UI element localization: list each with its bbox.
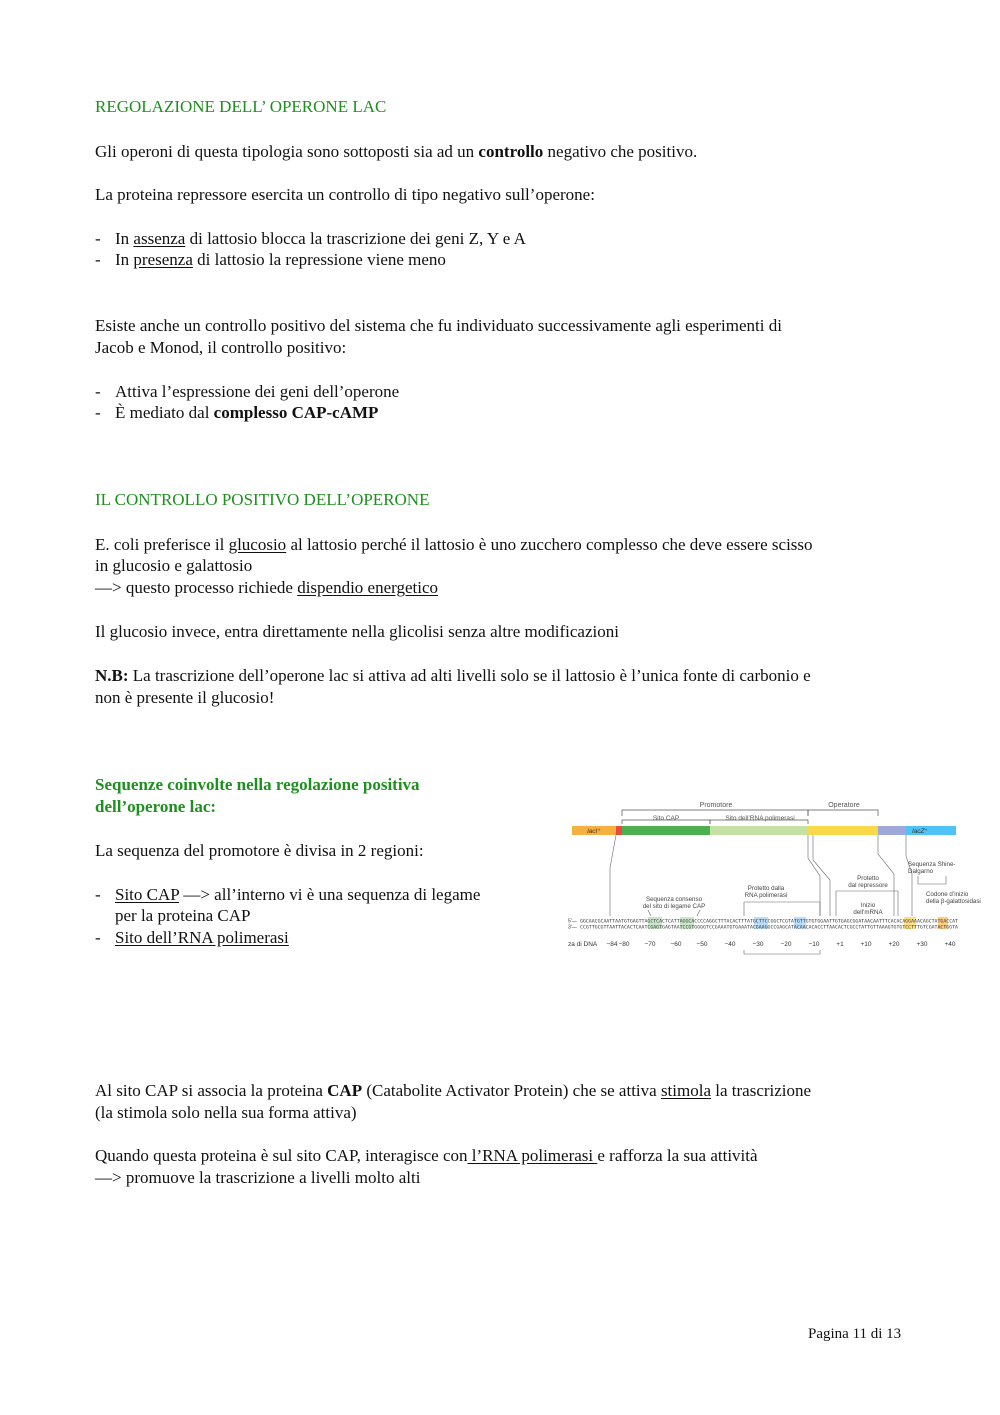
inizio-label-2: dell’mRNA [853, 909, 883, 916]
list-item [95, 249, 446, 271]
list-item [95, 927, 289, 949]
text: La trascrizione dell’operone lac si attiva ad alti livelli solo se il lattosio è l’unica fonte di carbonio e [128, 666, 811, 685]
cap-site-segment [622, 826, 710, 835]
paragraph-line: in glucosio e galattosio [95, 556, 253, 575]
position-tick-label: +10 [860, 941, 872, 948]
bullet-dash: - [95, 382, 101, 401]
paragraph-line: (la stimola solo nella sua forma attiva) [95, 1103, 357, 1122]
position-tick-label: +30 [916, 941, 928, 948]
page-number: Pagina 11 di 13 [808, 1326, 902, 1342]
bullet-dash: - [95, 250, 101, 269]
paragraph: La proteina repressore esercita un controllo di tipo negativo sull’operone: [95, 185, 595, 204]
consenso-pointers [648, 910, 700, 916]
position-tick-label: −10 [808, 941, 820, 948]
text: di lattosio la repressione viene meno [192, 250, 446, 269]
spacer-segment [878, 826, 906, 835]
text: la trascrizione [711, 1081, 812, 1100]
text: In [115, 229, 134, 248]
note-line: non è presente il glucosio! [95, 688, 275, 707]
promotore-label: Promotore [699, 802, 733, 809]
axis-label: za di DNA [568, 941, 598, 948]
sequence-bottom-strand: CCGTTGCGTTAATTACACTCAATCGAGTGAGTAATCCGTGGGGTCCGAAATGTGAAATACGAAGGCCGAGCATACAACACACCTTAACACTCGCCTATTGTTAAAGTGTGTCCTTTGTCGATACTGGTA [580, 925, 937, 931]
bullet-dash: - [95, 885, 101, 904]
position-tick-label: −40 [724, 941, 736, 948]
strand-5-label: 5'— [568, 918, 577, 925]
paragraph [95, 141, 697, 163]
protetto-rep-label-2: dal repressore [848, 882, 888, 889]
paragraph-line [95, 1145, 758, 1167]
position-tick-label: −20 [780, 941, 792, 948]
list-item [95, 381, 399, 403]
shine-label-1: Sequenza Shine- [908, 861, 956, 868]
position-tick-label: +40 [944, 941, 956, 948]
protetto-rep-label-1: Protetto [857, 875, 879, 882]
list-item [95, 402, 378, 424]
list-item-continuation: per la proteina CAP [115, 906, 251, 925]
list-item [95, 884, 480, 906]
text: In [115, 250, 134, 269]
text: Quando questa proteina è sul sito CAP, interagisce con [95, 1146, 468, 1165]
codone-label-1: Codone d’inizio [926, 891, 969, 898]
lacZ-label: lacZ⁺ [912, 828, 928, 835]
consenso-label-1: Sequenza consenso [645, 896, 703, 903]
bullet-dash: - [95, 229, 101, 248]
paragraph-line: Jacob e Monod, il controllo positivo: [95, 338, 347, 357]
paragraph: Il glucosio invece, entra direttamente nella glicolisi senza altre modificazioni [95, 622, 619, 641]
paragraph-line: —> promuove la trascrizione a livelli molto alti [95, 1168, 421, 1187]
gene-bar [572, 826, 956, 835]
underlined-text: l’RNA polimerasi [467, 1146, 598, 1165]
text: Gli operoni di questa tipologia sono sottoposti sia ad un [95, 142, 479, 161]
text: Attiva l’espressione dei geni dell’operone [115, 382, 400, 401]
position-tick-label: −60 [670, 941, 682, 948]
paragraph-line [95, 577, 438, 599]
underlined-text: assenza [133, 229, 186, 248]
text: e rafforza la sua attività [597, 1146, 758, 1165]
position-tick-label: −70 [644, 941, 656, 948]
list-item [95, 228, 526, 250]
text: (Catabolite Activator Protein) che se attiva [362, 1081, 661, 1100]
operator-segment [808, 826, 878, 835]
paragraph-line [95, 534, 813, 556]
bullet-dash: - [95, 403, 101, 422]
bold-text: CAP [327, 1081, 363, 1100]
lacI-end-segment [616, 826, 622, 835]
position-tick-label: −30 [752, 941, 764, 948]
sequence-top-strand: GGCAACGCAATTAATGTGAGTTAGCTCACTCATTAGGCACCCCAGGCTTTACACTTTATGCTTCCGGCTCGTATGTTGTGTGGAATTGTGAGCGGATAACAATTTCACACAGGAAACAGCTATGACCAT [580, 919, 937, 925]
strand-3-label: 3'— [568, 924, 577, 931]
bold-text: complesso CAP-cAMP [213, 403, 379, 422]
underlined-text: Sito CAP [115, 885, 180, 904]
paragraph-line: Esiste anche un controllo positivo del sistema che fu individuato successivamente agli esperimenti di [95, 316, 782, 335]
paragraph-line [95, 1080, 811, 1102]
position-tick-label: −80 [618, 941, 630, 948]
text: Al sito CAP si associa la proteina [95, 1081, 328, 1100]
text: negativo che positivo. [543, 142, 698, 161]
text: al lattosio perché il lattosio è uno zucchero complesso che deve essere scisso [286, 535, 813, 554]
text: di lattosio blocca la trascrizione dei geni Z, Y e A [185, 229, 526, 248]
note-label: N.B: [95, 666, 129, 685]
sito-rna-label: Sito dell’RNA polimerasi [725, 815, 795, 822]
position-tick-label: −50 [696, 941, 708, 948]
text: E. coli preferisce il [95, 535, 229, 554]
inizio-label-1: Inizio [860, 902, 876, 909]
section-heading-controllo-positivo: IL CONTROLLO POSITIVO DELL’OPERONE [95, 490, 430, 509]
shine-bracket [918, 876, 946, 884]
lacI-label: lacI⁺ [587, 828, 601, 835]
position-tick-label: +1 [836, 941, 844, 948]
axis-bracket [744, 950, 820, 954]
codone-label-2: della β-galattosidasi [926, 898, 981, 905]
bullet-dash: - [95, 928, 101, 947]
lac-operon-diagram [568, 798, 981, 958]
subheading-line: Sequenze coinvolte nella regolazione positiva [95, 775, 420, 794]
underlined-text: stimola [660, 1081, 711, 1100]
operatore-label: Operatore [828, 802, 860, 809]
underlined-text: Sito dell’RNA polimerasi [115, 928, 289, 947]
text: È mediato dal [115, 403, 214, 422]
section-heading-regolazione: REGOLAZIONE DELL’ OPERONE LAC [95, 97, 387, 116]
consenso-label-2: del sito di legame CAP [642, 903, 706, 910]
rna-site-segment [710, 826, 808, 835]
note-line [95, 665, 811, 687]
underlined-text: glucosio [228, 535, 287, 554]
position-tick-label: +20 [888, 941, 900, 948]
shine-label-2: Dalgarno [908, 868, 934, 875]
underlined-text: presenza [133, 250, 193, 269]
protetto-rna-bracket [744, 902, 820, 916]
subheading-line: dell’operone lac: [95, 797, 217, 816]
protetto-rna-label-2: RNA polimerasi [744, 892, 788, 899]
position-tick-label: −84 [606, 941, 618, 948]
text: —> questo processo richiede [95, 578, 298, 597]
position-ticks [606, 941, 955, 948]
text: —> all’interno vi è una sequenza di legame [179, 885, 481, 904]
protetto-rna-label-1: Protetto dalla [747, 885, 785, 892]
underlined-text: dispendio energetico [297, 578, 439, 597]
sito-cap-label: Sito CAP [652, 815, 680, 822]
bold-text: controllo [478, 142, 544, 161]
paragraph: La sequenza del promotore è divisa in 2 regioni: [95, 841, 424, 860]
